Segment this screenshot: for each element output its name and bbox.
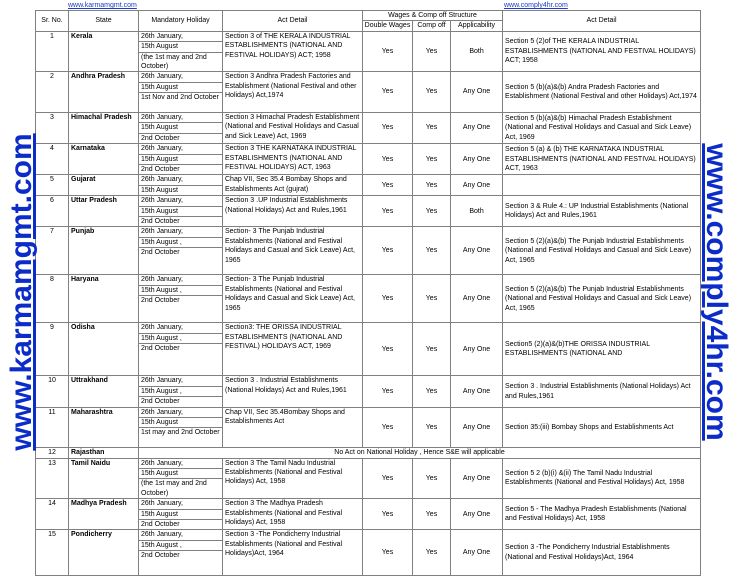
double-wages-cell: Yes bbox=[363, 407, 413, 448]
state-cell: Pondicherry bbox=[69, 530, 139, 576]
comply4hr-link[interactable]: www.comply4hr.com bbox=[504, 2, 568, 9]
holiday-entry: 2nd October bbox=[141, 218, 180, 226]
act-detail-2-cell: Section 5 (b)(a)&(b) Himachal Pradesh Establishment (National and Festival Holidays and Casual and Sick Leave) Act, 1969 bbox=[503, 112, 701, 143]
act-detail-cell: Section3: THE ORISSA INDUSTRIAL ESTABLISHMENTS (NATIONAL AND FESTIVAL) HOLIDAYS ACT, 1969 bbox=[223, 323, 363, 376]
act-detail-cell: Chap VII, Sec 35.4 Bombay Shops and Establishments Act (gujrat) bbox=[223, 175, 363, 196]
double-wages-cell: Yes bbox=[363, 144, 413, 175]
sr-no-cell: 5 bbox=[36, 175, 69, 196]
no-act-note: No Act on National Holiday , Hence S&E will applicable bbox=[139, 448, 701, 458]
comp-off-cell: Yes bbox=[413, 530, 451, 576]
holiday-entry: 2nd October bbox=[141, 297, 180, 305]
holiday-entry: 26th January, bbox=[139, 144, 222, 154]
holiday-entry: 15th August bbox=[139, 469, 222, 479]
table-row bbox=[36, 31, 701, 72]
holiday-entry: 26th January, bbox=[139, 459, 222, 469]
header-holiday: Mandatory Holiday bbox=[139, 11, 223, 32]
act-detail-cell: Section 3 of THE KERALA INDUSTRIAL ESTABLISHMENTS (NATIONAL AND FESTIVAL HOLIDAYS) ACT; 1958 bbox=[223, 31, 363, 72]
sr-no-cell: 12 bbox=[36, 448, 69, 458]
sr-no-cell: 8 bbox=[36, 275, 69, 323]
double-wages-cell: Yes bbox=[363, 323, 413, 376]
holiday-entry: 26th January, bbox=[139, 196, 222, 206]
holiday-entry: (the 1st may and 2nd October) bbox=[141, 480, 207, 497]
comp-off-cell: Yes bbox=[413, 72, 451, 113]
applicability-cell: Any One bbox=[451, 376, 503, 407]
state-cell: Andhra Pradesh bbox=[69, 72, 139, 113]
karmamgmt-link[interactable]: www.karmamgmt.com bbox=[68, 2, 137, 9]
holiday-entry: 2nd October bbox=[141, 552, 180, 560]
act-detail-cell: Section 3 . Industrial Establishments (National Holidays) Act and Rules,1961 bbox=[223, 376, 363, 407]
holiday-cell bbox=[139, 376, 223, 407]
sr-no-cell: 3 bbox=[36, 112, 69, 143]
comp-off-cell: Yes bbox=[413, 376, 451, 407]
header-act-detail-2: Act Detail bbox=[503, 11, 701, 32]
sr-no-cell: 11 bbox=[36, 407, 69, 448]
comp-off-cell: Yes bbox=[413, 227, 451, 275]
act-detail-2-cell: Section 3 . Industrial Establishments (National Holidays) Act and Rules,1961 bbox=[503, 376, 701, 407]
state-cell: Himachal Pradesh bbox=[69, 112, 139, 143]
state-cell: Karnataka bbox=[69, 144, 139, 175]
state-cell: Tamil Naidu bbox=[69, 458, 139, 499]
holiday-entry: 15th August , bbox=[139, 334, 222, 344]
act-detail-2-cell: Section 5 (2)(a)&(b) The Punjab Industrial Establishments (National and Festival Holidays and Casual and Sick Leave) Act, 1965 bbox=[503, 227, 701, 275]
holiday-cell bbox=[139, 196, 223, 227]
act-detail-cell: Section 3 .UP Industrial Establishments (National Holidays) Act and Rules,1961 bbox=[223, 196, 363, 227]
sr-no-cell: 10 bbox=[36, 376, 69, 407]
sr-no-cell: 2 bbox=[36, 72, 69, 113]
holiday-entry: 26th January, bbox=[139, 408, 222, 418]
act-detail-cell: Section 3 THE KARNATAKA INDUSTRIAL ESTABLISHMENTS (NATIONAL AND FESTIVAL HOLIDAYS) ACT, 1963 bbox=[223, 144, 363, 175]
act-detail-2-cell: Section 3 & Rule 4.: UP Industrial Establishments (National Holidays) Act and Rules,1961 bbox=[503, 196, 701, 227]
act-detail-2-cell: Section5 (2)(a)&(b)THE ORISSA INDUSTRIAL ESTABLISHMENTS (NATIONAL AND bbox=[503, 323, 701, 376]
table-row bbox=[36, 72, 701, 113]
act-detail-2-cell bbox=[503, 175, 701, 196]
watermark-right: www.comply4hr.com bbox=[700, 143, 733, 441]
double-wages-cell: Yes bbox=[363, 275, 413, 323]
holiday-cell bbox=[139, 323, 223, 376]
holiday-entry: 2nd October bbox=[141, 165, 180, 173]
applicability-cell: Any One bbox=[451, 323, 503, 376]
act-detail-cell: Chap VII, Sec 35.4Bombay Shops and Establishments Act bbox=[223, 407, 363, 448]
holiday-cell bbox=[139, 275, 223, 323]
act-detail-2-cell: Section 3 -The Pondicherry Industrial Establishments (National and Festival Holidays)Act, 1964 bbox=[503, 530, 701, 576]
holiday-entry: 15th August , bbox=[139, 286, 222, 296]
holiday-cell bbox=[139, 407, 223, 448]
state-cell: Uttrakhand bbox=[69, 376, 139, 407]
sr-no-cell: 7 bbox=[36, 227, 69, 275]
double-wages-cell: Yes bbox=[363, 376, 413, 407]
sr-no-cell: 13 bbox=[36, 458, 69, 499]
table-row bbox=[36, 499, 701, 530]
holiday-entry: 2nd October bbox=[141, 345, 180, 353]
applicability-cell: Any One bbox=[451, 175, 503, 196]
act-detail-2-cell: Section 35:(iii) Bombay Shops and Establishments Act bbox=[503, 407, 701, 448]
double-wages-cell: Yes bbox=[363, 458, 413, 499]
header-state: State bbox=[69, 11, 139, 32]
holiday-cell bbox=[139, 530, 223, 576]
comp-off-cell: Yes bbox=[413, 196, 451, 227]
holiday-entry: 26th January, bbox=[139, 499, 222, 509]
holiday-cell bbox=[139, 144, 223, 175]
holiday-cell bbox=[139, 227, 223, 275]
holiday-entry: 15th August bbox=[139, 155, 222, 165]
state-cell: Uttar Pradesh bbox=[69, 196, 139, 227]
applicability-cell: Any One bbox=[451, 275, 503, 323]
table-row bbox=[36, 458, 701, 499]
holiday-cell bbox=[139, 175, 223, 196]
holiday-entry: 2nd October bbox=[141, 398, 180, 406]
comp-off-cell: Yes bbox=[413, 499, 451, 530]
table-body bbox=[36, 31, 701, 576]
holiday-entry: 26th January, bbox=[139, 227, 222, 237]
holiday-cell bbox=[139, 72, 223, 113]
applicability-cell: Both bbox=[451, 196, 503, 227]
comp-off-cell: Yes bbox=[413, 144, 451, 175]
act-detail-2-cell: Section 5 2 (b)(i) &(ii) The Tamil Nadu Industrial Establishments (National and Festival Holidays) Act, 1958 bbox=[503, 458, 701, 499]
state-cell: Punjab bbox=[69, 227, 139, 275]
applicability-cell: Any One bbox=[451, 458, 503, 499]
holiday-entry: 15th August bbox=[139, 83, 222, 93]
holiday-entry: 15th August bbox=[139, 42, 222, 52]
state-cell: Gujarat bbox=[69, 175, 139, 196]
holiday-entry: 26th January, bbox=[139, 530, 222, 540]
state-cell: Haryana bbox=[69, 275, 139, 323]
holiday-entry: 26th January, bbox=[139, 32, 222, 42]
state-cell: Madhya Pradesh bbox=[69, 499, 139, 530]
holiday-entry: 26th January, bbox=[139, 323, 222, 333]
state-cell: Rajasthan bbox=[69, 448, 139, 458]
state-cell: Odisha bbox=[69, 323, 139, 376]
act-detail-cell: Section 3 Andhra Pradesh Factories and Establishment (National Festival and other Holidays) Act,1974 bbox=[223, 72, 363, 113]
header-comp-off: Comp off bbox=[413, 21, 451, 31]
table-row bbox=[36, 530, 701, 576]
table-row bbox=[36, 175, 701, 196]
act-detail-2-cell: Section 5 (a) & (b) THE KARNATAKA INDUSTRIAL ESTABLISHMENTS (NATIONAL AND FESTIVAL HOLIDAYS) ACT, 1963 bbox=[503, 144, 701, 175]
sr-no-cell: 15 bbox=[36, 530, 69, 576]
table-row bbox=[36, 448, 701, 458]
applicability-cell: Any One bbox=[451, 407, 503, 448]
holiday-entry: 15th August bbox=[141, 186, 178, 194]
state-cell: Maharashtra bbox=[69, 407, 139, 448]
comp-off-cell: Yes bbox=[413, 175, 451, 196]
act-detail-2-cell: Section 5 (b)(a)&(b) Andra Pradesh Factories and Establishment (National Festival and other Holidays) Act,1974 bbox=[503, 72, 701, 113]
state-cell: Kerala bbox=[69, 31, 139, 72]
double-wages-cell: Yes bbox=[363, 530, 413, 576]
act-detail-cell: Section 3 Himachal Pradesh Establishment (National and Festival Holidays and Casual and Sick Leave) Act, 1969 bbox=[223, 112, 363, 143]
holiday-entry: 15th August , bbox=[139, 387, 222, 397]
holiday-table bbox=[35, 10, 701, 576]
applicability-cell: Any One bbox=[451, 227, 503, 275]
table-row bbox=[36, 144, 701, 175]
comp-off-cell: Yes bbox=[413, 112, 451, 143]
table-row bbox=[36, 227, 701, 275]
header-sr-no: Sr. No. bbox=[36, 11, 69, 32]
watermark-left: www.karmamgmt.com bbox=[5, 133, 38, 451]
double-wages-cell: Yes bbox=[363, 72, 413, 113]
sr-no-cell: 9 bbox=[36, 323, 69, 376]
double-wages-cell: Yes bbox=[363, 31, 413, 72]
header-wages-group: Wages & Comp off Structure bbox=[363, 11, 503, 21]
double-wages-cell: Yes bbox=[363, 227, 413, 275]
holiday-cell bbox=[139, 112, 223, 143]
holiday-entry: 2nd October bbox=[141, 134, 180, 142]
act-detail-cell: Section- 3 The Punjab Industrial Establishments (National and Festival Holidays and Casual and Sick Leave) Act, 1965 bbox=[223, 275, 363, 323]
table-row bbox=[36, 275, 701, 323]
holiday-entry: 15th August bbox=[139, 207, 222, 217]
sr-no-cell: 1 bbox=[36, 31, 69, 72]
double-wages-cell: Yes bbox=[363, 499, 413, 530]
header-applicability: Applicability bbox=[451, 21, 503, 31]
holiday-entry: 26th January, bbox=[139, 275, 222, 285]
holiday-entry: 2nd October bbox=[141, 249, 180, 257]
table-row bbox=[36, 407, 701, 448]
comp-off-cell: Yes bbox=[413, 31, 451, 72]
holiday-entry: 2nd October bbox=[141, 521, 180, 528]
holiday-cell bbox=[139, 458, 223, 499]
table-row bbox=[36, 112, 701, 143]
holiday-entry: 26th January, bbox=[139, 175, 222, 185]
act-detail-cell: Section 3 The Tamil Nadu Industrial Establishments (National and Festival Holidays) Act, 1958 bbox=[223, 458, 363, 499]
holiday-entry: 15th August bbox=[139, 510, 222, 520]
holiday-cell bbox=[139, 31, 223, 72]
sr-no-cell: 4 bbox=[36, 144, 69, 175]
table-row bbox=[36, 376, 701, 407]
holiday-entry: 26th January, bbox=[139, 72, 222, 82]
applicability-cell: Any One bbox=[451, 499, 503, 530]
header-act-detail: Act Detail bbox=[223, 11, 363, 32]
applicability-cell: Both bbox=[451, 31, 503, 72]
holiday-cell bbox=[139, 499, 223, 530]
holiday-entry: (the 1st may and 2nd October) bbox=[141, 53, 207, 70]
applicability-cell: Any One bbox=[451, 72, 503, 113]
act-detail-2-cell: Section 5 (2)of THE KERALA INDUSTRIAL ESTABLISHMENTS (NATIONAL AND FESTIVAL HOLIDAYS) ACT; 1958 bbox=[503, 31, 701, 72]
table-row bbox=[36, 196, 701, 227]
act-detail-2-cell: Section 5 - The Madhya Pradesh Establishments (National and Festival Holidays) Act, 1958 bbox=[503, 499, 701, 530]
double-wages-cell: Yes bbox=[363, 175, 413, 196]
act-detail-cell: Section 3 The Madhya Pradesh Establishments (National and Festival Holidays) Act, 1958 bbox=[223, 499, 363, 530]
holiday-entry: 15th August bbox=[139, 123, 222, 133]
table-row bbox=[36, 323, 701, 376]
holiday-entry: 15th August , bbox=[139, 238, 222, 248]
act-detail-2-cell: Section 5 (2)(a)&(b) The Punjab Industrial Establishments (National and Festival Holidays and Casual and Sick Leave) Act, 1965 bbox=[503, 275, 701, 323]
double-wages-cell: Yes bbox=[363, 196, 413, 227]
sr-no-cell: 14 bbox=[36, 499, 69, 530]
act-detail-cell: Section- 3 The Punjab Industrial Establishments (National and Festival Holidays and Casual and Sick Leave) Act, 1965 bbox=[223, 227, 363, 275]
double-wages-cell: Yes bbox=[363, 112, 413, 143]
applicability-cell: Any One bbox=[451, 530, 503, 576]
applicability-cell: Any One bbox=[451, 144, 503, 175]
holiday-entry: 26th January, bbox=[139, 113, 222, 123]
holiday-entry: 26th January, bbox=[139, 376, 222, 386]
sr-no-cell: 6 bbox=[36, 196, 69, 227]
applicability-cell: Any One bbox=[451, 112, 503, 143]
act-detail-cell: Section 3 -The Pondicherry Industrial Establishments (National and Festival Holidays)Act, 1964 bbox=[223, 530, 363, 576]
header-double-wages: Double Wages bbox=[363, 21, 413, 31]
holiday-entry: 15th August , bbox=[139, 541, 222, 551]
comp-off-cell: Yes bbox=[413, 275, 451, 323]
holiday-entry: 1st may and 2nd October bbox=[141, 429, 220, 437]
comp-off-cell: Yes bbox=[413, 458, 451, 499]
comp-off-cell: Yes bbox=[413, 323, 451, 376]
holiday-entry: 15th August bbox=[139, 418, 222, 428]
comp-off-cell: Yes bbox=[413, 407, 451, 448]
holiday-entry: 1st Nov and 2nd October bbox=[141, 94, 219, 102]
